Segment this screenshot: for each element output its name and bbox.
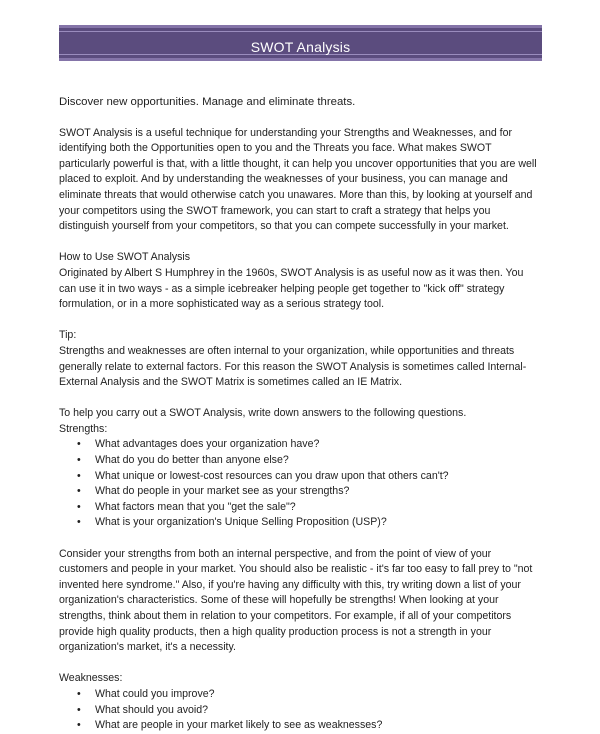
list-item: • What could you improve? [59, 687, 543, 703]
page-title: SWOT Analysis [250, 39, 351, 55]
banner-inner-rule [59, 31, 542, 55]
list-item: • What is your organization's Unique Selling Proposition (USP)? [59, 515, 543, 531]
spacer [59, 391, 543, 407]
intro-paragraph: SWOT Analysis is a useful technique for understanding your Strengths and Weaknesses, and for identifying both the Opportunities open to you and the Threats you face. What makes SWOT particularly powerful is that, with a little thought, it can help you uncover opportunities that you are well placed to exploit. And by understanding the weaknesses of your business, you can manage and eliminate threats that would otherwise catch you unawares. More than this, by looking at yourself and your competitors using the SWOT framework, you can start to craft a strategy that helps you distinguish yourself from your competitors, so that you can compete successfully in your market. [59, 126, 537, 233]
list-item: • What factors mean that you "get the sale"? [59, 500, 543, 516]
tip-heading: Tip: [59, 329, 77, 342]
title-banner [59, 25, 542, 61]
list-item: • What are people in your market likely to see as weaknesses? [59, 718, 543, 734]
how-to-paragraph: Originated by Albert S Humphrey in the 1960s, SWOT Analysis is as useful now as it was then. You can use it in two ways - as a simple icebreaker helping people get together to "kick off" strategy formulation, or in a more sophisticated way as a serious strategy tool. [59, 266, 524, 311]
spacer [59, 531, 543, 547]
weaknesses-label: Weaknesses: [59, 672, 123, 685]
list-item: • What do you do better than anyone else? [59, 453, 543, 469]
list-item: • What advantages does your organization have? [59, 437, 543, 453]
list-item: • What unique or lowest-cost resources can you draw upon that others can't? [59, 469, 543, 485]
strengths-label: Strengths: [59, 422, 108, 435]
spacer [59, 313, 543, 329]
how-to-heading: How to Use SWOT Analysis [59, 251, 191, 264]
strengths-list [59, 437, 543, 531]
lead-text: Discover new opportunities. Manage and eliminate threats. [59, 96, 356, 108]
weaknesses-list [59, 687, 543, 734]
spacer [59, 656, 543, 672]
consider-paragraph: Consider your strengths from both an internal perspective, and from the point of view of your customers and people in your market. You should also be realistic - it's far too easy to fall prey to "not invented here syndrome." Also, if you're having any difficulty with this, try writing down a list of your organization's characteristics. Some of these will hopefully be strengths! When looking at your strengths, think about them in relation to your competitors. For example, if all of your competitors provide high quality products, then a high quality production process is not a strength in your organization's market, it's a necessity. [59, 547, 533, 654]
list-item: • What should you avoid? [59, 703, 543, 719]
carry-out-text: To help you carry out a SWOT Analysis, write down answers to the following questions. [59, 407, 467, 420]
document-body [59, 95, 543, 734]
tip-paragraph: Strengths and weaknesses are often internal to your organization, while opportunities and threats generally relate to external factors. For this reason the SWOT Analysis is sometimes called Internal-External Analysis and the SWOT Matrix is sometimes called an IE Matrix. [59, 344, 527, 389]
list-item: • What do people in your market see as your strengths? [59, 484, 543, 500]
spacer [59, 235, 543, 251]
